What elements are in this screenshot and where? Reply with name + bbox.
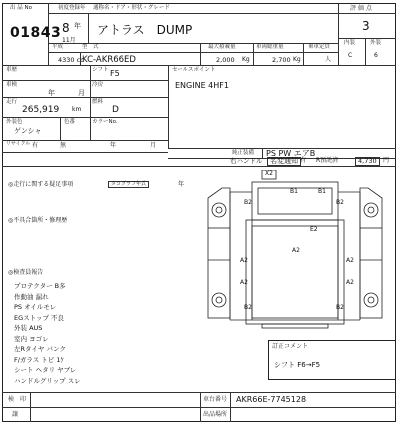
max-load-label: 最大積載量 <box>208 44 236 50</box>
score-value: 3 <box>362 19 370 33</box>
location-label: 出品場所 <box>203 411 228 418</box>
mark-a2d: A2 <box>240 279 248 286</box>
max-load: 2,000 <box>216 56 235 64</box>
transfer-label: 譲 <box>12 411 19 418</box>
tacho-label: タコグラフ年式 <box>108 181 149 188</box>
mark-x2: X2 <box>265 170 273 177</box>
owner-b: R預託済 <box>316 157 339 164</box>
mark-a2b: A2 <box>240 257 248 264</box>
gross-weight: 2,700 <box>272 56 291 64</box>
mark-b2b: B2 <box>336 199 344 206</box>
shift-value: F5 <box>110 69 120 78</box>
mark-b2c: B2 <box>244 304 252 311</box>
chassis-value: AKR66E-7745128 <box>236 395 307 404</box>
inspector-note-item: 外装 AUS <box>14 324 43 332</box>
inspector-note-item: PS オイルモレ <box>14 303 57 311</box>
score-label: 評 価 点 <box>350 5 372 12</box>
tacho-year: 年 <box>178 181 185 188</box>
max-load-unit: Kg <box>242 56 250 63</box>
price: 4,730 <box>355 157 380 166</box>
lot-label: 出 品 No <box>10 5 32 11</box>
owner-label: 名変通知 <box>267 157 301 166</box>
fuel-label: 燃料 <box>92 99 104 105</box>
paint-label: 外装色 <box>6 119 23 125</box>
gross-unit: Kg <box>293 56 301 63</box>
inspection-year: 年 <box>48 89 55 97</box>
defect-label: ◎不具合箇所・修理歴 <box>8 217 68 224</box>
color-label: 車歴 <box>6 67 18 73</box>
year-value: 8 <box>62 21 70 35</box>
mileage-unit: km <box>72 106 82 113</box>
inspector-label: 検 印 <box>8 396 27 403</box>
year-label: 初度登録年 <box>58 5 86 11</box>
car-name: アトラス DUMP <box>97 23 193 37</box>
mark-b2d: B2 <box>336 304 344 311</box>
model-code: KC-AKR66ED <box>82 55 136 65</box>
equipment-value: PS PW エアB <box>266 149 316 158</box>
shift-label: シフト <box>92 67 109 73</box>
gross-label: 車両総重量 <box>256 44 284 50</box>
recycle-a: 有 <box>32 142 39 149</box>
recycle-month: 月 <box>150 142 157 149</box>
mark-e2: E2 <box>310 226 318 233</box>
ext-label: 外装 <box>370 40 382 46</box>
displacement: 4330 cc <box>58 56 84 64</box>
inspection-month: 月 <box>78 89 85 97</box>
correction-label: 訂正コメント <box>272 343 309 350</box>
int-label: 内装 <box>344 40 356 46</box>
recycle-year: 年 <box>110 142 117 149</box>
inspector-notes-list <box>14 281 164 386</box>
travel-label: ◎走行に関する疑足事項 <box>8 181 74 188</box>
inspector-note-item: EGストップ 不良 <box>14 313 65 322</box>
recycle-label: リサイクル <box>6 141 31 147</box>
inspector-note-item: 左Rタイヤ バンク <box>14 345 66 353</box>
ext-value: 6 <box>374 52 378 59</box>
equipment-label: 純正装備 <box>232 150 255 156</box>
inspector-note-item: シート ヘタリ ヤブレ <box>14 366 77 374</box>
inspector-report-label: ◎検査員報告 <box>8 269 44 276</box>
selling-points-line1: ENGINE 4HF1 <box>175 81 229 90</box>
capacity-unit: 人 <box>325 56 332 63</box>
paint-value: ゲンシャ <box>14 127 42 135</box>
recycle-b: 無 <box>60 142 67 149</box>
mileage-label: 走行 <box>6 99 18 105</box>
type-code-label: 型 式 <box>82 44 99 50</box>
inspector-note-item: プロテクター B多 <box>14 282 66 290</box>
mark-a2a: A2 <box>292 247 300 254</box>
correction-text: シフト F6→F5 <box>274 361 321 369</box>
inspector-note-item: 室内 ヨゴレ <box>14 334 49 343</box>
price-unit: 円 <box>383 157 390 164</box>
color-no-label: 色番 <box>64 119 76 125</box>
model-line-label: 通称名・ドア・形状・グレード <box>93 5 170 11</box>
inspector-note-item: ハンドルグリップ スレ <box>14 376 81 385</box>
owner-a: 有 <box>300 157 307 164</box>
mark-b1b: B1 <box>318 188 326 195</box>
month-value: 11月 <box>62 37 76 44</box>
inspector-note-item: F/ガラス トビ 1ｹ <box>14 355 64 364</box>
int-value: C <box>348 52 353 59</box>
inspector-note-item: 作動油 漏れ <box>14 292 49 301</box>
inspection-label: 車検 <box>6 82 18 88</box>
capacity-label: 乗車定員 <box>308 44 331 50</box>
fuel-value: D <box>112 105 119 115</box>
colorcode-label: カラーNo. <box>92 119 118 125</box>
mark-a2e: A2 <box>346 279 354 286</box>
year-unit: 年 <box>74 22 81 30</box>
mark-a2c: A2 <box>346 257 354 264</box>
mileage-value: 265,919 <box>22 105 60 115</box>
steering-label: 右ハンドル <box>230 157 263 165</box>
mark-b1a: B1 <box>290 188 298 195</box>
lot-number: 01843 <box>10 25 62 41</box>
selling-points-label: セールスポイント <box>172 67 216 73</box>
type-year: 平成 <box>52 44 64 50</box>
mark-b2a: B2 <box>244 199 252 206</box>
chassis-label: 車台番号 <box>203 396 228 403</box>
ac-label: 冷房 <box>92 82 104 88</box>
